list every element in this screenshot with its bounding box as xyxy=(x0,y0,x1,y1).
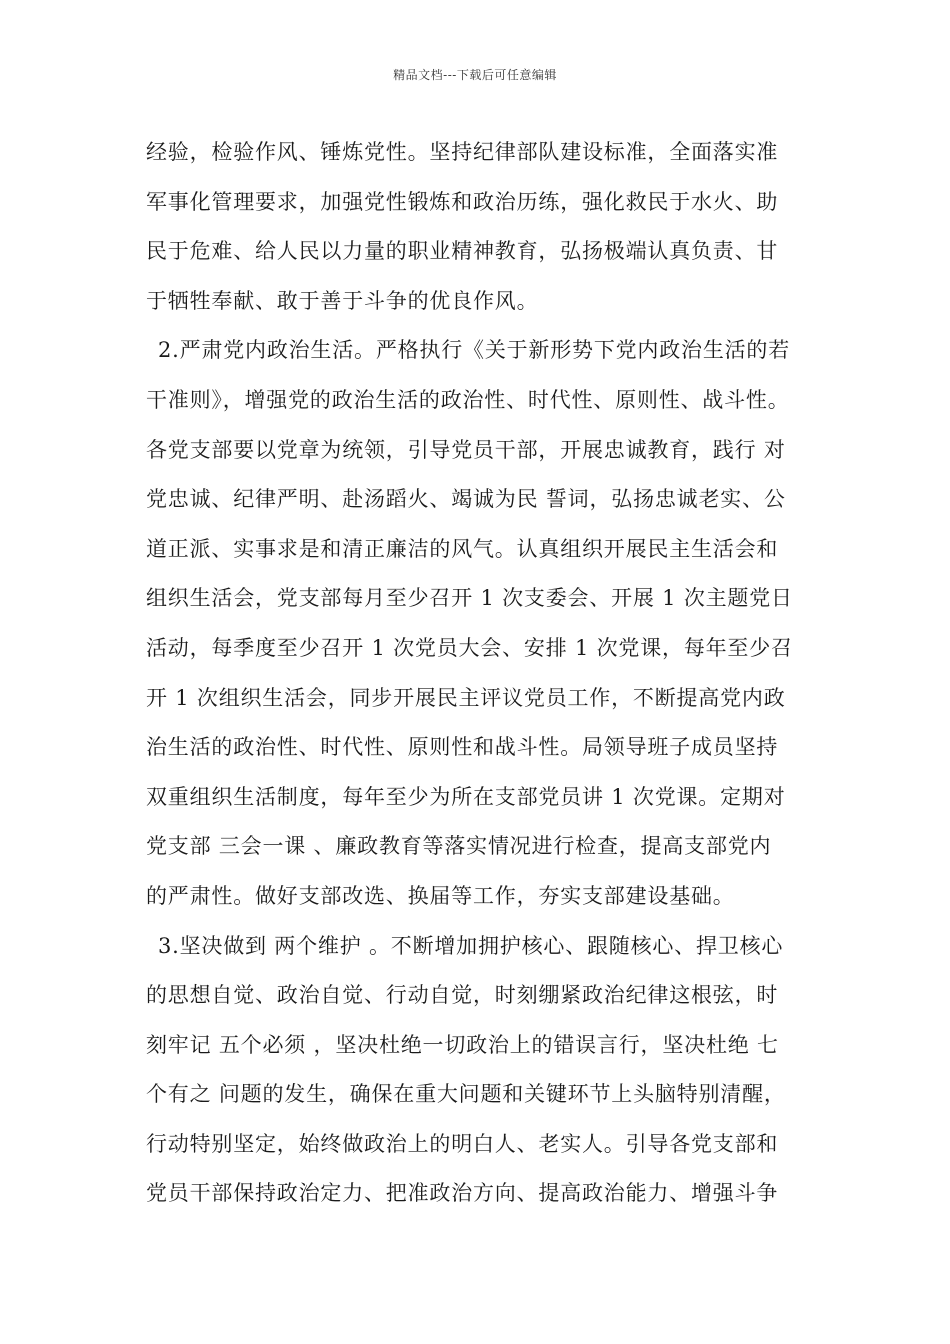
text-line: 党忠诚、纪律严明、赴汤蹈火、竭诚为民 誓词，弘扬忠诚老实、公 xyxy=(146,487,786,512)
text-line: 行动特别坚定，始终做政治上的明白人、老实人。引导各党支部和 xyxy=(146,1131,779,1156)
text-line: 党支部 三会一课 、廉政教育等落实情况进行检查，提高支部党内 xyxy=(146,834,772,859)
text-line: 经验，检验作风、锤炼党性。坚持纪律部队建设标准，全面落实准 xyxy=(146,140,779,164)
text-line: 个有之 问题的发生，确保在重大问题和关键环节上头脑特别清醒， xyxy=(146,1082,786,1107)
section-heading-line: 2.严肃党内政治生活。严格执行《关于新形势下党内政治生活的若 xyxy=(158,338,791,363)
text-line: 干准则》，增强党的政治生活的政治性、时代性、原则性、战斗性。 xyxy=(146,387,790,412)
text-line: 党员干部保持政治定力、把准政治方向、提高政治能力、增强斗争 xyxy=(146,1181,779,1206)
section-heading-line: 3.坚决做到 两个维护 。不断增加拥护核心、跟随核心、捍卫核心 xyxy=(158,933,784,958)
text-line: 开 1 次组织生活会，同步开展民主评议党员工作，不断提高党内政 xyxy=(146,685,786,710)
text-line: 的严肃性。做好支部改选、换届等工作，夯实支部建设基础。 xyxy=(146,883,735,908)
text-line: 于牺牲奉献、敢于善于斗争的优良作风。 xyxy=(146,288,539,313)
text-line: 的思想自觉、政治自觉、行动自觉，时刻绷紧政治纪律这根弦，时 xyxy=(146,983,779,1008)
text-line: 各党支部要以党章为统领，引导党员干部，开展忠诚教育，践行 对 xyxy=(146,437,786,462)
text-line: 刻牢记 五个必须 ，坚决杜绝一切政治上的错误言行，坚决杜绝 七 xyxy=(146,1032,779,1057)
text-line: 双重组织生活制度，每年至少为所在支部党员讲 1 次党课。定期对 xyxy=(146,784,786,809)
text-line: 民于危难、给人民以力量的职业精神教育，弘扬极端认真负责、甘 xyxy=(146,239,779,264)
document-header: 精品文档---下载后可任意编辑 xyxy=(393,68,557,82)
text-line: 军事化管理要求，加强党性锻炼和政治历练，强化救民于水火、助 xyxy=(146,189,779,214)
text-line: 治生活的政治性、时代性、原则性和战斗性。局领导班子成员坚持 xyxy=(146,735,779,760)
text-line: 组织生活会，党支部每月至少召开 1 次支委会、开展 1 次主题党日 xyxy=(146,586,793,611)
text-line: 道正派、实事求是和清正廉洁的风气。认真组织开展民主生活会和 xyxy=(146,536,779,561)
text-line: 活动，每季度至少召开 1 次党员大会、安排 1 次党课，每年至少召 xyxy=(146,635,793,660)
document-body xyxy=(146,134,846,1225)
